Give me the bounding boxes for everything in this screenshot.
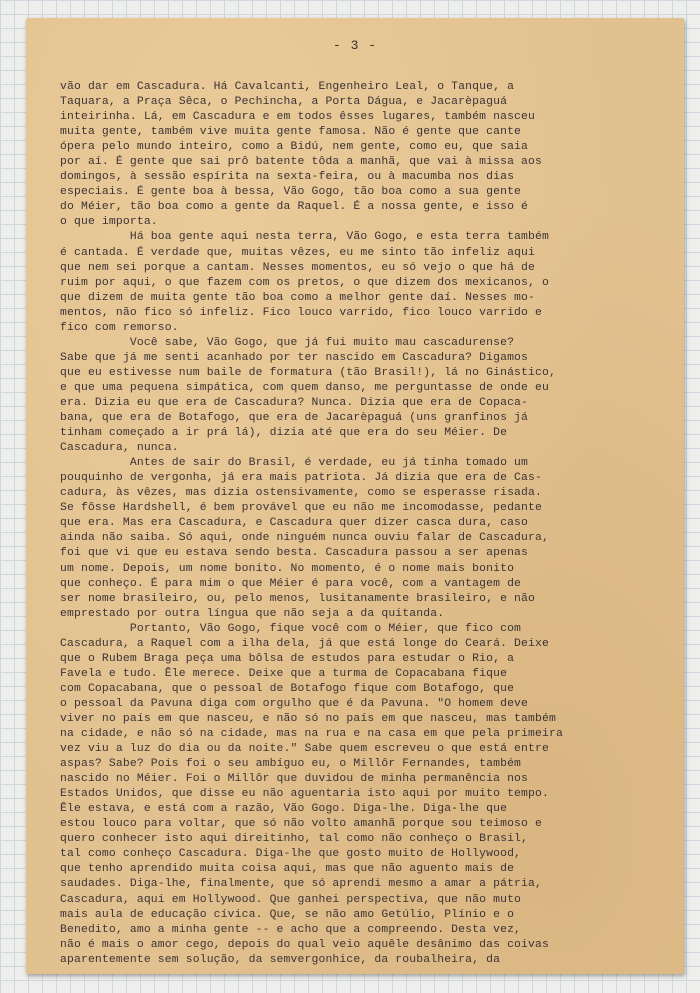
text-line: tinham começado a ir prá lá), dizia até que era do seu Méier. De <box>60 427 508 440</box>
text-line: viver no país em que nasceu, e não só no país em que nasceu, mas também <box>60 712 556 725</box>
text-line: quero conhecer isto aqui direitinho, tal como não conheço o Brasil, <box>60 833 529 846</box>
text-line: cadura, às vêzes, mas dizia ostensivamente, como se esperasse risada. <box>60 487 542 500</box>
text-line: inteirinha. Lá, em Cascadura e em todos êsses lugares, também nasceu <box>60 111 536 124</box>
text-line: ainda não saiba. Só aqui, onde ninguém nunca ouviu falar de Cascadura, <box>60 532 549 545</box>
text-line: é cantada. É verdade que, muitas vêzes, eu me sinto tão infeliz aqui <box>60 246 536 259</box>
text-line: Favela e tudo. Êle merece. Deixe que a turma de Copacabana fique <box>60 667 508 680</box>
page-number: - 3 - <box>332 38 377 53</box>
text-line: aparentemente sem solução, da semvergonhice, da roubalheira, da <box>60 953 501 966</box>
text-line: ser nome brasileiro, ou, pelo menos, lusitanamente brasileiro, e não <box>60 592 536 605</box>
text-line: ópera pelo mundo inteiro, como a Bidú, nem gente, como eu, que saia <box>60 141 529 154</box>
text-line: vão dar em Cascadura. Há Cavalcanti, Engenheiro Leal, o Tanque, a <box>60 81 515 93</box>
text-line: o pessoal da Pavuna diga com orgulho que é da Pavuna. "O homem deve <box>60 697 529 710</box>
text-line: mais aula de educação cívica. Que, se não amo Getúlio, Plínio e o <box>60 908 515 921</box>
text-line: que nem sei porque a cantam. Nesses momentos, eu só vejo o que há de <box>60 261 536 274</box>
text-line: muita gente, também vive muita gente famosa. Não é gente que cante <box>60 126 522 139</box>
text-line: mentos, não fico só infeliz. Fico louco varrido, fico louco varrido e <box>60 306 542 319</box>
text-line: e que uma pequena simpática, com quem danso, me perguntasse de onde eu <box>60 381 549 394</box>
text-line: Taquara, a Praça Sêca, o Pechincha, a Porta Dágua, e Jacarèpaguá <box>60 96 508 109</box>
text-line: Portanto, Vão Gogo, fique você com o Méier, que fico com <box>60 622 522 635</box>
text-line: aspas? Sabe? Pois foi o seu ambíguo eu, o Millôr Fernandes, também <box>60 758 522 771</box>
text-line: era. Dizia eu que era de Cascadura? Nunca. Dizia que era de Copaca- <box>60 396 529 409</box>
text-line: bana, que era de Botafogo, que era de Jacarèpaguá (uns granfinos já <box>60 412 529 425</box>
text-line: o que importa. <box>60 216 158 229</box>
text-line: Cascadura, a Raquel com a ilha dela, já que está longe do Ceará. Deixe <box>60 637 549 650</box>
text-line: que tenho aprendido muita coisa aqui, mas que não aguento mais de <box>60 863 515 876</box>
text-line: Há boa gente aqui nesta terra, Vão Gogo, e esta terra também <box>60 231 549 244</box>
text-line: nascido no Méier. Foi o Millôr que duvidou de minha permanência nos <box>60 773 529 786</box>
text-line: Êle estava, e está com a razão, Vão Gogo. Diga-lhe. Diga-lhe que <box>60 803 508 816</box>
text-line: fico com remorso. <box>60 321 179 334</box>
text-line: que eu estivesse num baile de formatura (tão Brasil!), lá no Ginástico, <box>60 366 556 379</box>
text-line: Benedito, amo a minha gente -- e acho que a compreendo. Desta vez, <box>60 923 522 936</box>
text-line: não é mais o amor cego, depois do qual veio aquêle desânimo das coivas <box>60 938 549 951</box>
text-line: ruim por aqui, o que fazem com os pretos, o que dizem dos mexicanos, o <box>60 276 549 289</box>
text-line: que era. Mas era Cascadura, e Cascadura quer dizer casca dura, caso <box>60 517 529 530</box>
text-line: estou louco para voltar, que só não volto amanhã porque sou teimoso e <box>60 818 542 831</box>
text-line: tal como conheço Cascadura. Diga-lhe que gosto muito de Hollywood, <box>60 848 522 861</box>
text-line: que o Rubem Braga peça uma bôlsa de estudos para estudar o Rio, a <box>60 652 515 665</box>
text-line: Você sabe, Vão Gogo, que já fui muito mau cascadurense? <box>60 336 515 349</box>
text-line: Cascadura, nunca. <box>60 442 179 455</box>
text-line: por aí. É gente que sai prô batente tôda a manhã, que vai à missa aos <box>60 156 542 169</box>
text-line: especiais. É gente boa à bessa, Vão Gogo, tão boa como a sua gente <box>60 186 522 199</box>
text-line: do Méier, tão boa como a gente da Raquel. É a nossa gente, e isso é <box>60 201 529 214</box>
text-line: um nome. Depois, um nome bonito. No momento, é o nome mais bonito <box>60 562 515 575</box>
text-line: domingos, à sessão espírita na sexta-feira, ou à macumba nos dias <box>60 171 515 184</box>
text-line: foi que vi que eu estava sendo besta. Cascadura passou a ser apenas <box>60 547 529 560</box>
text-line: com Copacabana, que o pessoal de Botafogo fique com Botafogo, que <box>60 682 515 695</box>
text-line: Sabe que já me senti acanhado por ter nascido em Cascadura? Digamos <box>60 351 529 364</box>
letter-body <box>60 80 670 968</box>
text-line: emprestado por outra língua que não seja a da quitanda. <box>60 607 445 620</box>
text-line: saudades. Diga-lhe, finalmente, que só aprendi mesmo a amar a pátria, <box>60 878 542 891</box>
text-line: pouquinho de vergonha, já era mais patriota. Já dizia que era de Cas- <box>60 472 542 485</box>
text-line: na cidade, e não só na cidade, mas na rua e na casa em que pela primeira <box>60 728 563 741</box>
text-line: Antes de sair do Brasil, é verdade, eu já tinha tomado um <box>60 457 529 470</box>
text-line: Se fôsse Hardshell, é bem provável que eu não me incomodasse, pedante <box>60 502 542 515</box>
text-line: vez viu a luz do dia ou da noite." Sabe quem escreveu o que está entre <box>60 743 549 756</box>
text-line: Estados Unidos, que disse eu não aguentaria isto aqui por muito tempo. <box>60 788 549 801</box>
typewritten-page <box>26 18 684 974</box>
text-line: que conheço. É para mim o que Méier é para você, com a vantagem de <box>60 577 522 590</box>
text-line: Cascadura, aqui em Hollywood. Que ganhei perspectiva, que não muto <box>60 893 522 906</box>
text-line: que dizem de muita gente tão boa como a melhor gente daí. Nesses mo- <box>60 291 536 304</box>
